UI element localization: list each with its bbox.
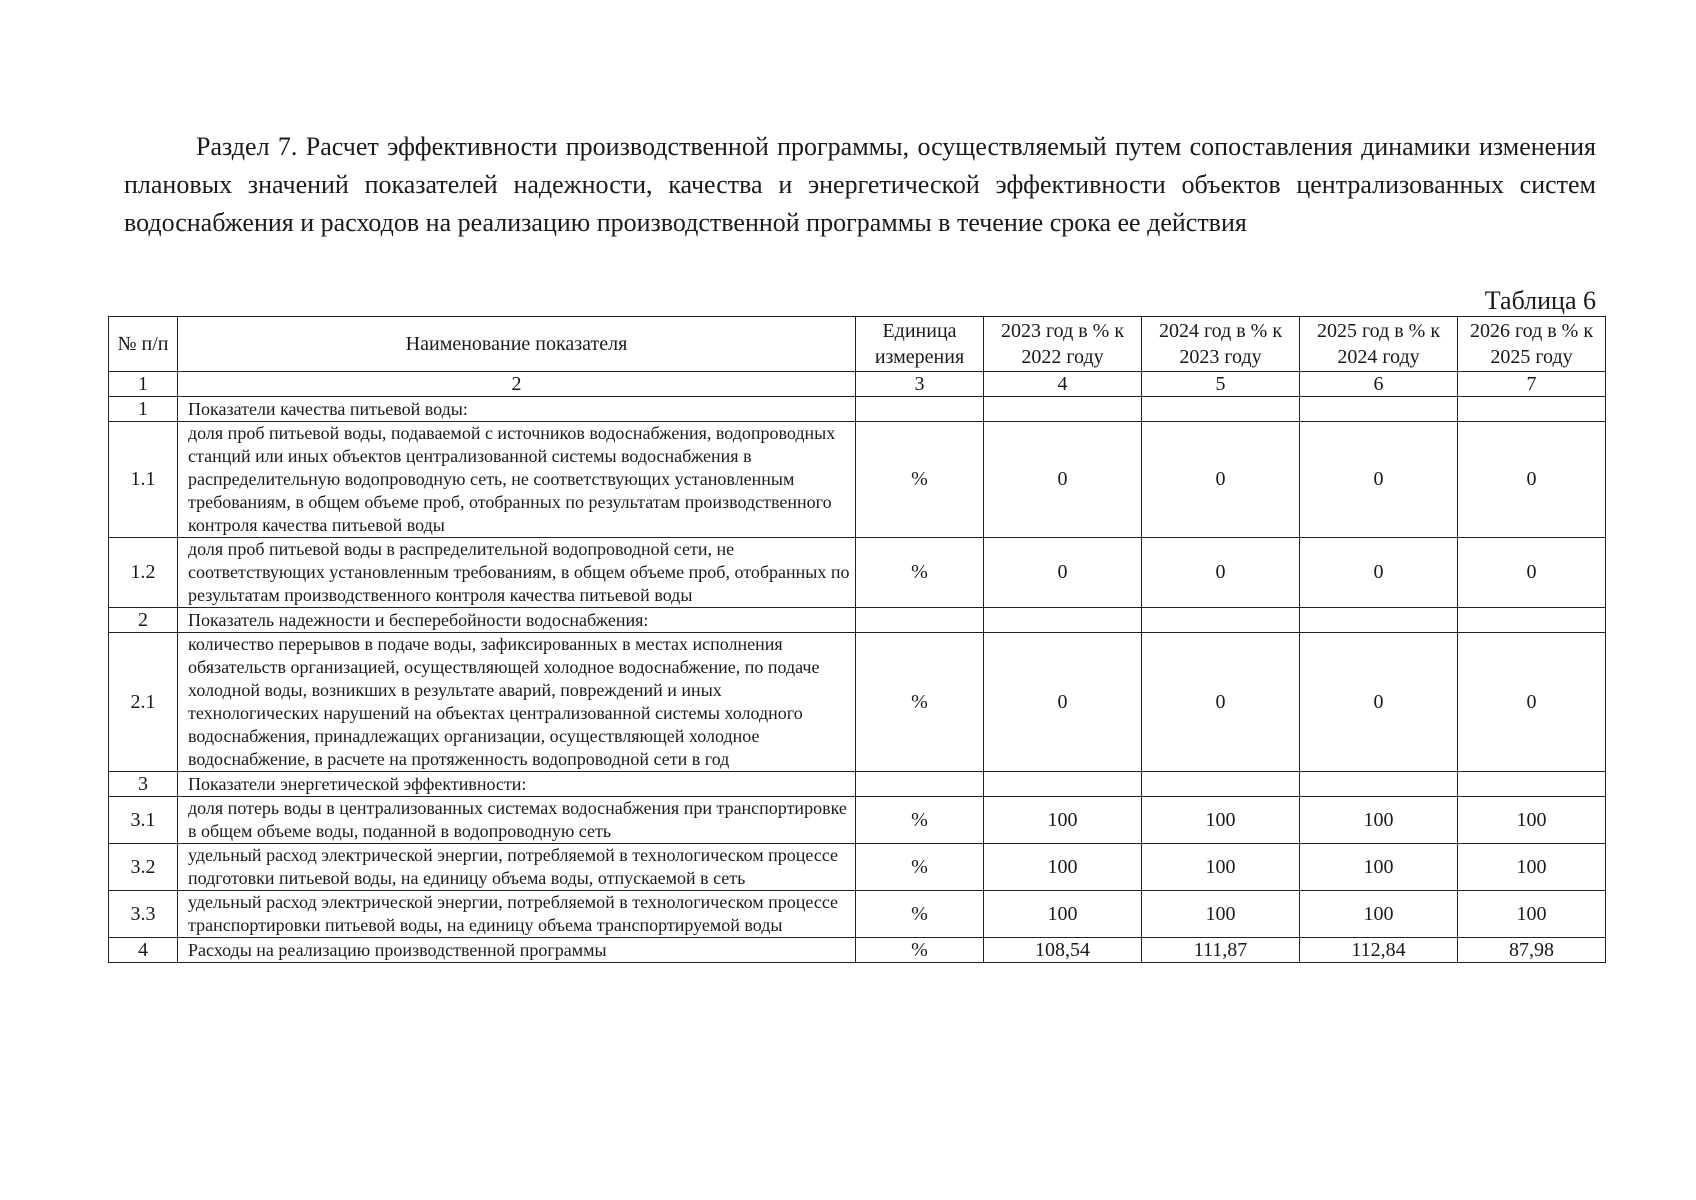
value-2024: 100 — [1142, 797, 1300, 844]
section-title: Раздел 7. Расчет эффективности производственной программы, осуществляемый путем сопоставления динамики изменения плановых значений показателей надежности, качества и энергетической эффективности объектов централизованных систем водоснабжения и расходов на реализацию производственной программы в течение срока ее действия — [124, 132, 1596, 237]
value-2024: 100 — [1142, 891, 1300, 938]
indicator-name: удельный расход электрической энергии, потребляемой в технологическом процессе транспортировки питьевой воды, на единицу объема транспортируемой воды — [178, 891, 856, 938]
value-2025: 0 — [1300, 633, 1458, 772]
value-2026 — [1458, 397, 1606, 422]
header-2023: 2023 год в % к 2022 году — [984, 317, 1142, 372]
row-number: 2 — [109, 608, 178, 633]
unit-cell: % — [856, 844, 984, 891]
value-2026: 0 — [1458, 538, 1606, 608]
value-2023: 108,54 — [984, 938, 1142, 963]
table-row — [109, 938, 1606, 963]
table-row — [109, 633, 1606, 772]
column-number: 3 — [856, 372, 984, 397]
value-2024: 111,87 — [1142, 938, 1300, 963]
table-caption: Таблица 6 — [1484, 286, 1596, 315]
table-row — [109, 538, 1606, 608]
indicator-name: удельный расход электрической энергии, потребляемой в технологическом процессе подготовки питьевой воды, на единицу объема воды, отпускаемой в сеть — [178, 844, 856, 891]
table-row — [109, 844, 1606, 891]
unit-cell — [856, 397, 984, 422]
table-row — [109, 422, 1606, 538]
value-2025: 100 — [1300, 844, 1458, 891]
header-name: Наименование показателя — [178, 317, 856, 372]
value-2024: 0 — [1142, 538, 1300, 608]
table-header-row — [109, 317, 1606, 372]
value-2026: 100 — [1458, 797, 1606, 844]
value-2026: 100 — [1458, 891, 1606, 938]
value-2024 — [1142, 397, 1300, 422]
indicator-name: Показатели энергетической эффективности: — [178, 772, 856, 797]
header-2024: 2024 год в % к 2023 году — [1142, 317, 1300, 372]
row-number: 3 — [109, 772, 178, 797]
unit-cell — [856, 608, 984, 633]
column-number: 2 — [178, 372, 856, 397]
value-2023 — [984, 772, 1142, 797]
value-2024: 0 — [1142, 633, 1300, 772]
table-row — [109, 608, 1606, 633]
value-2024: 100 — [1142, 844, 1300, 891]
value-2023: 0 — [984, 538, 1142, 608]
value-2026 — [1458, 608, 1606, 633]
header-2025: 2025 год в % к 2024 году — [1300, 317, 1458, 372]
table-row — [109, 891, 1606, 938]
column-number: 6 — [1300, 372, 1458, 397]
table-row — [109, 772, 1606, 797]
indicator-name: доля потерь воды в централизованных системах водоснабжения при транспортировке в общем объеме воды, поданной в водопроводную сеть — [178, 797, 856, 844]
value-2025 — [1300, 397, 1458, 422]
value-2023 — [984, 608, 1142, 633]
row-number: 2.1 — [109, 633, 178, 772]
value-2026: 0 — [1458, 422, 1606, 538]
value-2023: 0 — [984, 633, 1142, 772]
unit-cell: % — [856, 938, 984, 963]
unit-cell: % — [856, 797, 984, 844]
column-number-row — [109, 372, 1606, 397]
value-2024 — [1142, 772, 1300, 797]
value-2023: 100 — [984, 844, 1142, 891]
indicator-name: доля проб питьевой воды, подаваемой с источников водоснабжения, водопроводных станций или иных объектов централизованной системы водоснабжения в распределительную водопроводную сеть, не соответствующих установленным требованиям, в общем объеме проб, отобранных по результатам производственного контроля качества питьевой воды — [178, 422, 856, 538]
value-2023 — [984, 397, 1142, 422]
value-2023: 100 — [984, 891, 1142, 938]
row-number: 4 — [109, 938, 178, 963]
indicator-name: Показатели качества питьевой воды: — [178, 397, 856, 422]
indicators-table — [108, 316, 1606, 963]
value-2025 — [1300, 772, 1458, 797]
value-2025 — [1300, 608, 1458, 633]
unit-cell: % — [856, 538, 984, 608]
indicator-name: доля проб питьевой воды в распределительной водопроводной сети, не соответствующих установленным требованиям, в общем объеме проб, отобранных по результатам производственного контроля качества питьевой воды — [178, 538, 856, 608]
value-2023: 0 — [984, 422, 1142, 538]
indicator-name: количество перерывов в подаче воды, зафиксированных в местах исполнения обязательств организацией, осуществляющей холодное водоснабжение, по подаче холодной воды, возникших в результате аварий, повреждений и иных технологических нарушений на объектах централизованной системы холодного водоснабжения, принадлежащих организации, осуществляющей холодное водоснабжение, в расчете на протяженность водопроводной сети в год — [178, 633, 856, 772]
row-number: 1.2 — [109, 538, 178, 608]
value-2026 — [1458, 772, 1606, 797]
row-number: 3.2 — [109, 844, 178, 891]
value-2023: 100 — [984, 797, 1142, 844]
value-2025: 112,84 — [1300, 938, 1458, 963]
table-row — [109, 797, 1606, 844]
row-number: 1.1 — [109, 422, 178, 538]
unit-cell: % — [856, 891, 984, 938]
unit-cell: % — [856, 422, 984, 538]
value-2025: 100 — [1300, 891, 1458, 938]
value-2026: 87,98 — [1458, 938, 1606, 963]
header-unit: Единица измерения — [856, 317, 984, 372]
unit-cell — [856, 772, 984, 797]
value-2026: 100 — [1458, 844, 1606, 891]
column-number: 1 — [109, 372, 178, 397]
indicator-name: Показатель надежности и бесперебойности водоснабжения: — [178, 608, 856, 633]
row-number: 1 — [109, 397, 178, 422]
row-number: 3.1 — [109, 797, 178, 844]
table-row — [109, 397, 1606, 422]
value-2025: 100 — [1300, 797, 1458, 844]
column-number: 5 — [1142, 372, 1300, 397]
value-2024 — [1142, 608, 1300, 633]
header-num: № п/п — [109, 317, 178, 372]
value-2026: 0 — [1458, 633, 1606, 772]
column-number: 7 — [1458, 372, 1606, 397]
value-2025: 0 — [1300, 422, 1458, 538]
row-number: 3.3 — [109, 891, 178, 938]
header-2026: 2026 год в % к 2025 году — [1458, 317, 1606, 372]
indicator-name: Расходы на реализацию производственной программы — [178, 938, 856, 963]
column-number: 4 — [984, 372, 1142, 397]
value-2025: 0 — [1300, 538, 1458, 608]
value-2024: 0 — [1142, 422, 1300, 538]
unit-cell: % — [856, 633, 984, 772]
